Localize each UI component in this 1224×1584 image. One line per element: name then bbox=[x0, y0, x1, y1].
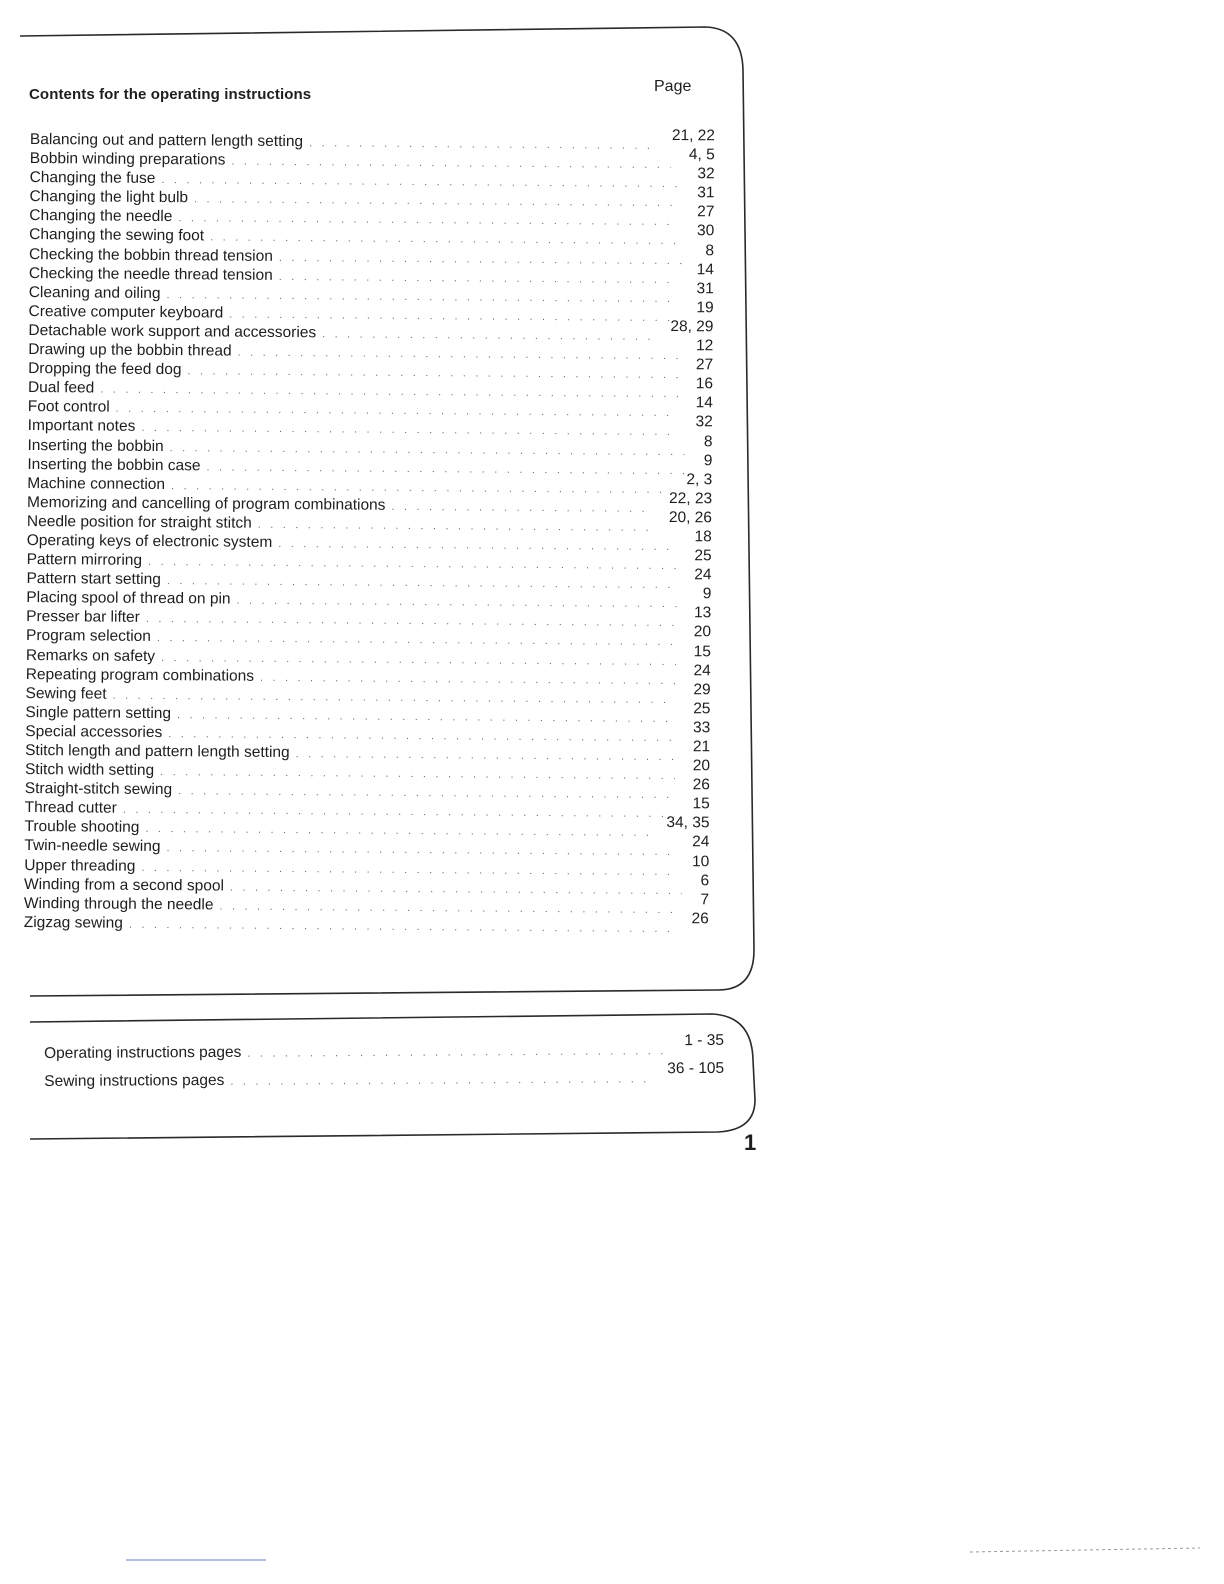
toc-entry-page: 12 bbox=[696, 337, 714, 355]
toc-entry-page: 6 bbox=[700, 871, 710, 890]
toc-entry-label: Changing the light bulb bbox=[29, 188, 189, 207]
dot-leader bbox=[391, 498, 651, 519]
toc-entry-page: 25 bbox=[694, 547, 712, 565]
toc-entry-label: Changing the fuse bbox=[29, 169, 156, 188]
toc-entry-page: 15 bbox=[692, 795, 710, 813]
toc-entry-page: 25 bbox=[693, 700, 711, 718]
toc-entry-page: 21 bbox=[692, 738, 711, 756]
dot-leader bbox=[322, 325, 652, 347]
toc-entry-label: Remarks on safety bbox=[25, 646, 156, 665]
toc-entry-label: Stitch width setting bbox=[24, 761, 155, 780]
toc-entry-page: 24 bbox=[693, 661, 711, 679]
toc-entry-page: 7 bbox=[700, 891, 710, 909]
toc-entry-label: Creative computer keyboard bbox=[28, 302, 224, 322]
page-number: 1 bbox=[744, 1130, 757, 1155]
bottom-right-rule bbox=[970, 1548, 1200, 1552]
toc-entry-page: 22, 23 bbox=[668, 489, 713, 508]
toc-entry-label: Single pattern setting bbox=[25, 703, 172, 722]
toc-entry-page: 28, 29 bbox=[670, 317, 714, 336]
contents-heading: Contents for the operating instructions bbox=[29, 86, 312, 103]
toc-entry-label: Stitch length and pattern length setting bbox=[25, 741, 290, 762]
summary-row bbox=[44, 1059, 725, 1100]
toc-entry-label: Pattern start setting bbox=[26, 570, 161, 589]
toc-entry-label: Inserting the bobbin bbox=[27, 436, 164, 455]
toc-entry-page: 30 bbox=[696, 222, 715, 240]
toc-entry-page: 29 bbox=[693, 680, 711, 699]
summary-list bbox=[44, 1031, 725, 1100]
toc-entry-page: 32 bbox=[695, 413, 713, 431]
toc-entry-page: 15 bbox=[693, 642, 711, 660]
toc-entry-page: 32 bbox=[697, 165, 715, 183]
toc-entry-page: 14 bbox=[696, 260, 714, 279]
toc-entry-page: 10 bbox=[691, 852, 710, 870]
toc-entry-label: Checking the needle thread tension bbox=[28, 264, 273, 284]
summary-label: Sewing instructions pages bbox=[44, 1071, 225, 1090]
toc-entry-label: Twin-needle sewing bbox=[24, 837, 161, 856]
contents-list bbox=[23, 127, 716, 937]
dot-leader bbox=[309, 134, 654, 156]
toc-entry-label: Inserting the bobbin case bbox=[27, 455, 201, 474]
dot-leader bbox=[247, 1042, 666, 1064]
toc-entry-label: Changing the needle bbox=[29, 207, 173, 226]
toc-entry-label: Operating keys of electronic system bbox=[26, 531, 273, 551]
toc-entry-label: Foot control bbox=[27, 398, 110, 416]
toc-entry-label: Detachable work support and accessories bbox=[28, 321, 317, 342]
toc-entry-page: 26 bbox=[691, 910, 709, 928]
toc-entry-label: Sewing feet bbox=[25, 684, 107, 703]
toc-entry-page: 31 bbox=[697, 184, 715, 202]
toc-entry-label: Needle position for straight stitch bbox=[26, 512, 252, 532]
toc-entry-label: Balancing out and pattern length setting bbox=[29, 130, 304, 151]
toc-entry-page: 21, 22 bbox=[671, 127, 716, 145]
toc-entry-page: 34, 35 bbox=[666, 814, 710, 832]
toc-entry-page: 9 bbox=[703, 451, 713, 469]
toc-entry-page: 27 bbox=[697, 203, 715, 221]
toc-entry-page: 19 bbox=[696, 299, 714, 317]
page-column-label: Page bbox=[654, 78, 692, 95]
toc-entry-page: 2, 3 bbox=[686, 470, 713, 489]
toc-entry-label: Winding from a second spool bbox=[24, 875, 225, 895]
summary-row bbox=[44, 1031, 725, 1072]
toc-entry-label: Winding through the needle bbox=[23, 894, 214, 914]
toc-entry-label: Zigzag sewing bbox=[23, 913, 123, 932]
toc-entry-label: Drawing up the bobbin thread bbox=[28, 341, 232, 360]
toc-entry-page: 9 bbox=[702, 585, 712, 603]
toc-entry-page: 8 bbox=[703, 432, 713, 450]
toc-entry-label: Bobbin winding preparations bbox=[29, 150, 226, 169]
toc-entry-page: 26 bbox=[692, 776, 710, 794]
toc-entry-label: Dropping the feed dog bbox=[28, 360, 182, 379]
toc-entry-label: Cleaning and oiling bbox=[28, 283, 161, 302]
toc-entry-page: 13 bbox=[693, 604, 712, 622]
dot-leader bbox=[230, 1070, 649, 1092]
toc-entry-page: 20, 26 bbox=[668, 508, 713, 527]
summary-label: Operating instructions pages bbox=[44, 1043, 242, 1062]
toc-entry-label: Placing spool of thread on pin bbox=[26, 589, 231, 608]
toc-entry-page: 14 bbox=[695, 394, 713, 412]
toc-entry-page: 24 bbox=[694, 566, 712, 584]
toc-entry-label: Upper threading bbox=[24, 856, 136, 875]
toc-entry-page: 33 bbox=[693, 719, 711, 737]
toc-entry-label: Machine connection bbox=[27, 474, 166, 493]
toc-entry-page: 20 bbox=[692, 757, 711, 775]
toc-entry-label: Important notes bbox=[27, 417, 136, 436]
toc-entry-page: 20 bbox=[693, 623, 712, 641]
toc-entry-label: Straight-stitch sewing bbox=[24, 780, 173, 799]
toc-entry-label: Trouble shooting bbox=[24, 818, 140, 837]
toc-entry-page: 31 bbox=[696, 279, 714, 298]
toc-entry-label: Memorizing and cancelling of program combinations bbox=[27, 493, 386, 514]
summary-page-range: 36 - 105 bbox=[667, 1059, 725, 1078]
toc-entry-label: Dual feed bbox=[27, 379, 95, 397]
toc-entry-page: 27 bbox=[695, 356, 714, 374]
toc-entry-label: Program selection bbox=[25, 627, 152, 646]
toc-entry-page: 24 bbox=[692, 833, 710, 851]
toc-entry-label: Pattern mirroring bbox=[26, 551, 143, 569]
toc-entry-label: Checking the bobbin thread tension bbox=[28, 245, 273, 265]
toc-entry-label: Special accessories bbox=[25, 722, 163, 741]
toc-entry-label: Changing the sewing foot bbox=[29, 226, 205, 245]
toc-entry-label: Repeating program combinations bbox=[25, 665, 255, 685]
summary-page-range: 1 - 35 bbox=[684, 1031, 725, 1050]
toc-entry-page: 8 bbox=[705, 241, 715, 259]
toc-entry-page: 18 bbox=[694, 528, 712, 546]
toc-entry-page: 16 bbox=[695, 375, 714, 393]
toc-entry-page: 4, 5 bbox=[688, 146, 715, 164]
toc-entry-label: Thread cutter bbox=[24, 799, 117, 817]
toc-entry-label: Presser bar lifter bbox=[26, 608, 140, 627]
